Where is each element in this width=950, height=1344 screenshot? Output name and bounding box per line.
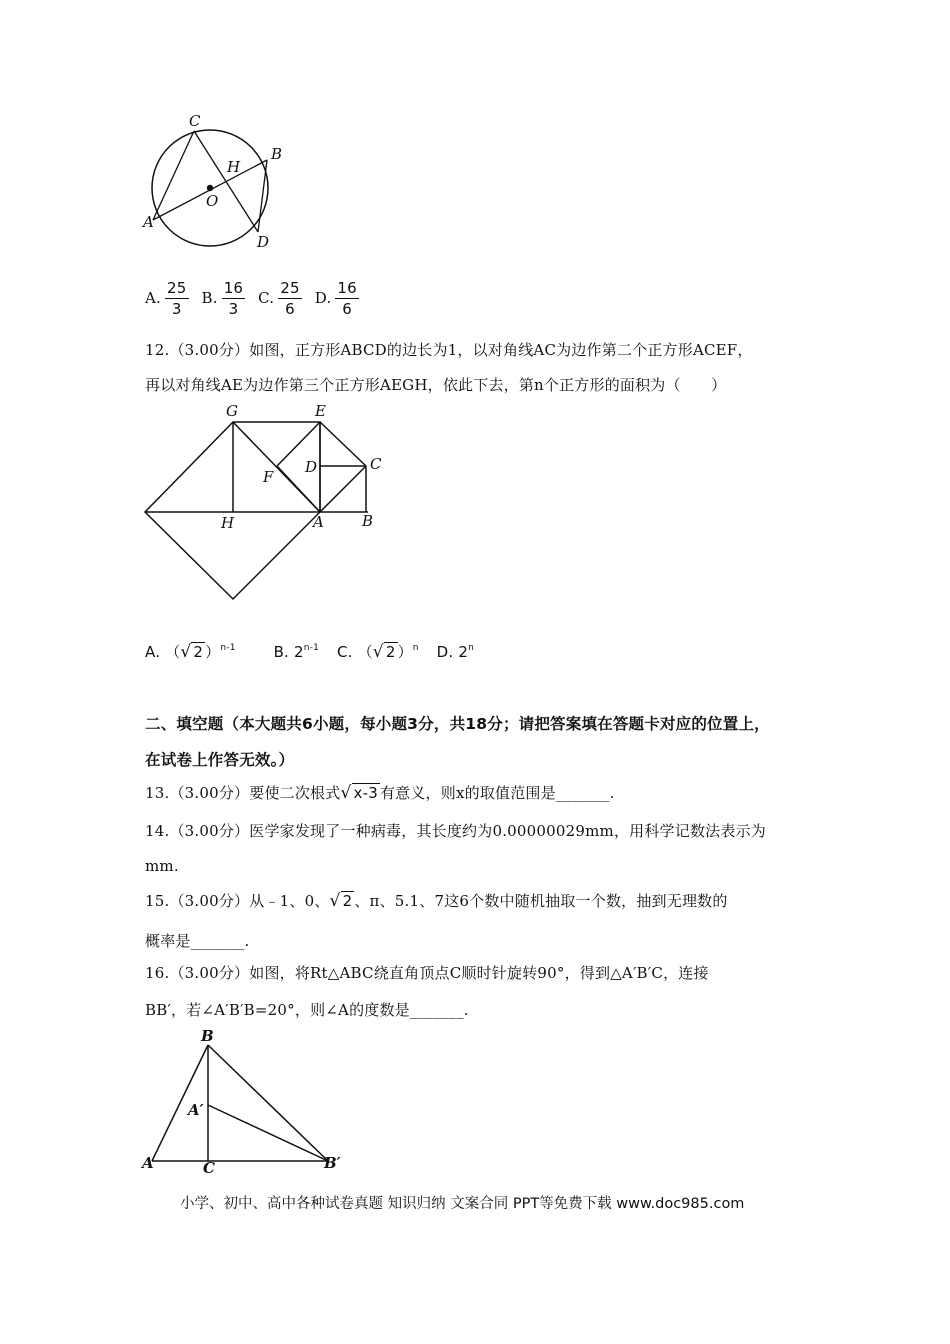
label-g: G	[226, 402, 238, 420]
section2-header-line2: 在试卷上作答无效。）	[145, 751, 295, 769]
squares-figure	[140, 400, 390, 605]
q14-line2: mm.	[145, 857, 179, 875]
label-c: C	[370, 455, 382, 473]
label-b: B	[271, 145, 283, 163]
label-a: A	[142, 1154, 154, 1172]
q11-options	[145, 278, 367, 319]
section2-header-line1: 二、填空题（本大题共6小题，每小题3分，共18分；请把答案填在答题卡对应的位置上，	[145, 715, 770, 733]
q12-line1: 12.（3.00分）如图，正方形ABCD的边长为1，以对角线AC为边作第二个正方形ACEF，	[145, 341, 753, 359]
q14-line1: 14.（3.00分）医学家发现了一种病毒，其长度约为0.00000029mm，用科学记数法表示为	[145, 822, 766, 840]
triangle-figure	[140, 1025, 350, 1175]
q11-option-d: D. $\frac{16}{6}$	[314, 279, 357, 318]
label-c: C	[203, 1159, 215, 1175]
q15-line1: 15.（3.00分）从﹣1、0、√ 2 、π、5.1、7这6个数中随机抽取一个数，抽到无理数的	[145, 891, 728, 911]
label-o: O	[206, 192, 219, 210]
q13: 13.（3.00分）要使二次根式√ x-3 有意义，则x的取值范围是_______.	[145, 783, 615, 803]
q15-line2: 概率是_______.	[145, 932, 250, 950]
label-b-prime: B′	[324, 1154, 341, 1172]
circle-figure	[140, 108, 300, 248]
q12-option-d: D. 2$^n$	[436, 643, 474, 661]
q16-line2: BB′，若∠A′B′B=20°，则∠A的度数是_______.	[145, 1001, 469, 1019]
label-b: B	[362, 512, 374, 530]
label-f: F	[263, 468, 274, 486]
label-d: D	[305, 458, 318, 476]
q11-option-c: C. $\frac{25}{6}$	[258, 279, 300, 318]
label-a: A	[313, 513, 324, 531]
label-a-prime: A′	[188, 1101, 204, 1119]
q12-line2: 再以对角线AE为边作第三个正方形AEGH，依此下去，第n个正方形的面积为（ ）	[145, 376, 727, 394]
label-h: H	[221, 514, 235, 532]
q11-option-b: B. $\frac{16}{3}$	[201, 279, 244, 318]
q12-option-b: B. 2$^{n-1}$	[273, 643, 320, 661]
q12-option-a: A. （√ 2 ）$^{n-1}$	[145, 642, 236, 662]
q12-option-c: C. （√ 2 ）$^n$	[336, 642, 419, 662]
label-e: E	[315, 402, 326, 420]
label-c: C	[189, 112, 201, 130]
q16-line1: 16.（3.00分）如图，将Rt△ABC绕直角顶点C顺时针旋转90°，得到△A′B′C，连接	[145, 964, 709, 982]
label-b: B	[201, 1027, 214, 1045]
q13-answer-blank: _______	[555, 784, 610, 802]
label-a: A	[143, 213, 154, 231]
q12-options	[145, 641, 474, 662]
q15-answer-blank: _______	[190, 932, 245, 950]
label-h: H	[227, 158, 241, 176]
label-d: D	[257, 233, 270, 248]
q16-answer-blank: _______	[409, 1001, 464, 1019]
footer-text: 小学、初中、高中各种试卷真题 知识归纳 文案合同 PPT等免费下载 www.doc985.com	[180, 1196, 745, 1212]
q11-option-a: A. $\frac{25}{3}$	[145, 279, 187, 318]
